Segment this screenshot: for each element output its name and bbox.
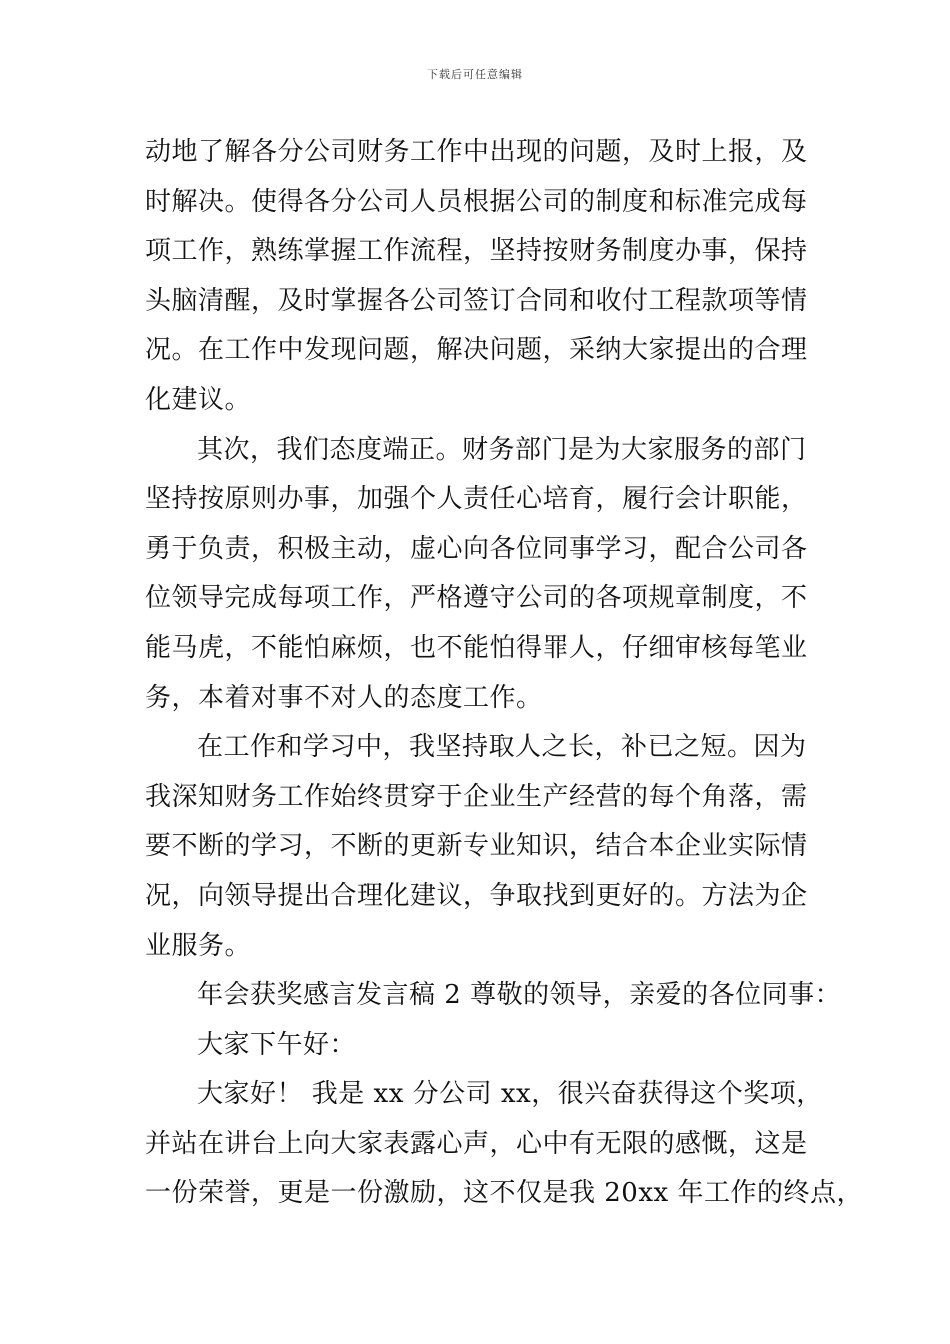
text-line: 况。在工作中发现问题，解决问题，采纳大家提出的合理 — [145, 335, 808, 366]
page-header: 下载后可任意编辑 — [427, 68, 523, 81]
document-body — [145, 128, 863, 1219]
text-line: 并站在讲台上向大家表露心声，心中有无限的感慨，这是 — [145, 1128, 808, 1159]
text-line: 动地了解各分公司财务工作中出现的问题，及时上报，及 — [145, 137, 808, 167]
text-line: 坚持按原则办事，加强个人责任心培育，履行会计职能， — [145, 484, 808, 515]
text-line: 其次，我们态度端正。财务部门是为大家服务的部门 — [197, 434, 807, 465]
text-line: 项工作，熟练掌握工作流程，坚持按财务制度办事，保持 — [145, 236, 808, 267]
text-line: 要不断的学习，不断的更新专业知识，结合本企业实际情 — [145, 831, 808, 862]
text-line: 能马虎，不能怕麻烦，也不能怕得罪人，仔细审核每笔业 — [145, 632, 808, 663]
text-line: 位领导完成每项工作，严格遵守公司的各项规章制度，不 — [145, 583, 808, 614]
text-line: 大家好！ 我是 xx 分公司 xx，很兴奋获得这个奖项， — [197, 1079, 823, 1110]
text-line: 化建议。 — [145, 384, 252, 415]
text-line: 务，本着对事不对人的态度工作。 — [145, 682, 543, 713]
text-line: 时解决。使得各分公司人员根据公司的制度和标准完成每 — [145, 186, 808, 217]
text-line: 一份荣誉，更是一份激励，这不仅是我 20xx 年工作的终点， — [145, 1178, 863, 1209]
text-line: 业服务。 — [145, 930, 252, 961]
text-line: 勇于负责，积极主动，虚心向各位同事学习，配合公司各 — [145, 533, 808, 564]
text-line: 大家下午好： — [197, 1029, 357, 1060]
text-line: 在工作和学习中，我坚持取人之长，补已之短。因为 — [197, 732, 807, 763]
text-line: 况，向领导提出合理化建议，争取找到更好的。方法为企 — [145, 880, 808, 911]
text-line: 头脑清醒，及时掌握各公司签订合同和收付工程款项等情 — [145, 285, 808, 316]
text-line: 年会获奖感言发言稿 2 尊敬的领导，亲爱的各位同事： — [197, 980, 842, 1011]
text-line: 我深知财务工作始终贯穿于企业生产经营的每个角落，需 — [145, 781, 808, 812]
